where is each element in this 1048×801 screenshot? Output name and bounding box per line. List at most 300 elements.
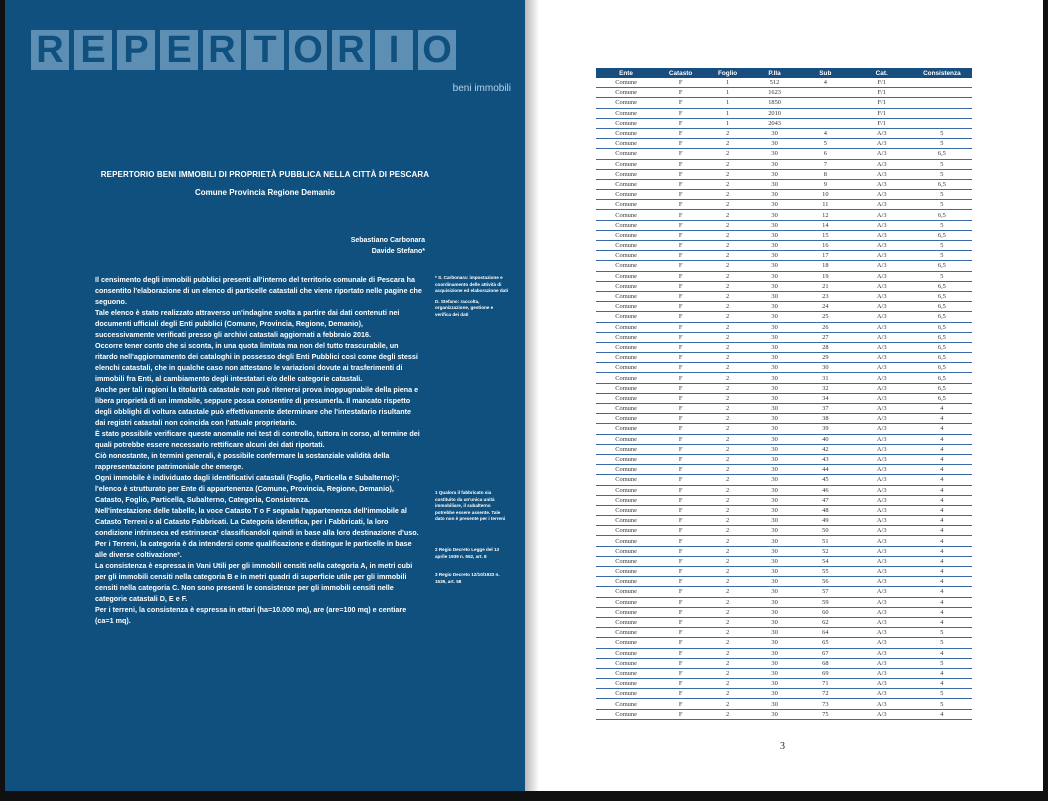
- table-cell: 23: [799, 291, 852, 301]
- table-cell: 2: [705, 424, 750, 434]
- paragraph: Ogni immobile è individuato dagli identificativi catastali (Foglio, Particella e Subalterno)¹; l'elenco è strutturato per Ente di appartenenza (Comune, Provincia, Regione, Demanio), Catasto, Foglio, Particella, Subalterno, Categoria, Consistenza.: [95, 473, 400, 504]
- table-cell: F: [656, 353, 705, 363]
- table-cell: F: [656, 648, 705, 658]
- table-cell: F: [656, 302, 705, 312]
- table-cell: 54: [799, 556, 852, 566]
- table-cell: A/3: [852, 404, 912, 414]
- table-cell: 2: [705, 190, 750, 200]
- table-cell: A/3: [852, 251, 912, 261]
- table-cell: F: [656, 607, 705, 617]
- table-row: [596, 465, 972, 475]
- table-cell: 30: [750, 475, 799, 485]
- table-cell: F: [656, 526, 705, 536]
- paragraph: Per i terreni, la consistenza è espressa in ettari (ha=10.000 mq), are (are=100 mq) e centiare (ca=1 mq).: [95, 605, 407, 625]
- document-title: REPERTORIO BENI IMMOBILI DI PROPRIETÀ PUBBLICA NELLA CITTÀ DI PESCARA: [100, 170, 430, 179]
- table-cell: 55: [799, 567, 852, 577]
- table-cell: F: [656, 567, 705, 577]
- table-cell: A/3: [852, 128, 912, 138]
- table-cell: 30: [750, 200, 799, 210]
- table-cell: 30: [750, 658, 799, 668]
- table-cell: 5: [912, 699, 972, 709]
- table-cell: 30: [750, 373, 799, 383]
- table-cell: 24: [799, 302, 852, 312]
- table-cell: A/3: [852, 424, 912, 434]
- table-cell: Comune: [596, 577, 656, 587]
- table-row: [596, 607, 972, 617]
- author-name: Davide Stefano*: [371, 248, 425, 255]
- paragraph: Occorre tener conto che si sconta, in una quota limitata ma non del tutto trascurabile, un ritardo nell'aggiornamento dei cataloghi in possesso degli Enti Pubblici così come degli stessi elenchi catastali, che in qualche caso non attestano le variazioni dovute ai trasferimenti di immobili fra Enti, al cambiamento degli intestatari e/o delle categorie catastali.: [95, 341, 418, 383]
- logo-letter: E: [160, 30, 198, 70]
- table-cell: A/3: [852, 230, 912, 240]
- table-cell: 59: [799, 597, 852, 607]
- table-cell: 2: [705, 648, 750, 658]
- table-cell: 2: [705, 628, 750, 638]
- table-cell: F: [656, 159, 705, 169]
- table-cell: 30: [750, 628, 799, 638]
- table-cell: 2: [705, 149, 750, 159]
- table-cell: A/3: [852, 342, 912, 352]
- table-cell: Comune: [596, 556, 656, 566]
- table-cell: 2: [705, 353, 750, 363]
- table-cell: Comune: [596, 617, 656, 627]
- table-cell: 4: [912, 475, 972, 485]
- table-cell: 2: [705, 454, 750, 464]
- table-cell: F: [656, 190, 705, 200]
- table-cell: Comune: [596, 638, 656, 648]
- table-row: [596, 638, 972, 648]
- column-header: Ente: [596, 68, 656, 78]
- table-cell: A/3: [852, 516, 912, 526]
- table-cell: Comune: [596, 169, 656, 179]
- table-cell: 30: [750, 414, 799, 424]
- table-cell: 5: [912, 200, 972, 210]
- table-cell: F: [656, 128, 705, 138]
- table-row: [596, 179, 972, 189]
- table-cell: Comune: [596, 149, 656, 159]
- table-cell: 2: [705, 465, 750, 475]
- table-cell: 2: [705, 271, 750, 281]
- table-cell: 6,5: [912, 342, 972, 352]
- table-cell: A/3: [852, 485, 912, 495]
- table-cell: F: [656, 536, 705, 546]
- table-cell: 4: [912, 668, 972, 678]
- table-cell: 2: [705, 332, 750, 342]
- table-row: [596, 159, 972, 169]
- table-cell: [799, 88, 852, 98]
- table-cell: 30: [750, 424, 799, 434]
- table-cell: Comune: [596, 526, 656, 536]
- table-cell: 17: [799, 251, 852, 261]
- table-cell: A/3: [852, 465, 912, 475]
- table-cell: 27: [799, 332, 852, 342]
- table-cell: Comune: [596, 668, 656, 678]
- table-row: [596, 373, 972, 383]
- table-cell: 2: [705, 210, 750, 220]
- table-cell: 5: [912, 638, 972, 648]
- table-cell: A/3: [852, 475, 912, 485]
- logo-letter: R: [203, 30, 241, 70]
- table-cell: 5: [912, 220, 972, 230]
- table-cell: 6: [799, 149, 852, 159]
- table-cell: 30: [750, 322, 799, 332]
- table-cell: F: [656, 363, 705, 373]
- table-cell: 4: [912, 587, 972, 597]
- table-cell: F: [656, 241, 705, 251]
- table-cell: A/3: [852, 668, 912, 678]
- table-cell: F: [656, 98, 705, 108]
- table-cell: 6,5: [912, 261, 972, 271]
- table-cell: F: [656, 220, 705, 230]
- table-row: [596, 679, 972, 689]
- table-cell: Comune: [596, 434, 656, 444]
- table-cell: Comune: [596, 179, 656, 189]
- table-cell: F: [656, 577, 705, 587]
- table-cell: Comune: [596, 597, 656, 607]
- table-cell: [912, 108, 972, 118]
- table-cell: Comune: [596, 353, 656, 363]
- table-cell: 30: [750, 689, 799, 699]
- table-cell: Comune: [596, 312, 656, 322]
- table-cell: 30: [750, 485, 799, 495]
- table-row: [596, 332, 972, 342]
- table-cell: 4: [912, 495, 972, 505]
- table-cell: 2: [705, 312, 750, 322]
- table-cell: F: [656, 628, 705, 638]
- table-row: [596, 556, 972, 566]
- table-cell: 4: [912, 485, 972, 495]
- table-cell: 62: [799, 617, 852, 627]
- table-cell: 52: [799, 546, 852, 556]
- table-cell: 50: [799, 526, 852, 536]
- table-cell: 2: [705, 658, 750, 668]
- table-row: [596, 495, 972, 505]
- table-cell: 2: [705, 230, 750, 240]
- table-cell: 30: [750, 179, 799, 189]
- table-cell: 5: [799, 139, 852, 149]
- table-cell: 1850: [750, 98, 799, 108]
- table-cell: 1: [705, 78, 750, 88]
- table-cell: 30: [750, 546, 799, 556]
- table-cell: 30: [750, 617, 799, 627]
- table-cell: Comune: [596, 108, 656, 118]
- table-cell: F: [656, 404, 705, 414]
- table-cell: 10: [799, 190, 852, 200]
- table-cell: Comune: [596, 679, 656, 689]
- table-cell: Comune: [596, 342, 656, 352]
- table-cell: 2: [705, 434, 750, 444]
- table-cell: 2: [705, 322, 750, 332]
- table-cell: [912, 118, 972, 128]
- table-cell: 4: [912, 546, 972, 556]
- table-cell: A/3: [852, 363, 912, 373]
- table-cell: Comune: [596, 383, 656, 393]
- table-cell: Comune: [596, 281, 656, 291]
- left-page: [5, 0, 525, 791]
- footnote-3: 3 Regio Decreto 12/10/1933 n. 1539, art. 58: [435, 572, 500, 584]
- table-cell: F: [656, 210, 705, 220]
- table-cell: A/3: [852, 169, 912, 179]
- table-cell: Comune: [596, 658, 656, 668]
- table-cell: F: [656, 658, 705, 668]
- table-cell: A/3: [852, 210, 912, 220]
- paragraph: La consistenza è espressa in Vani Utili per gli immobili censiti nella categoria A, in metri cubi per gli immobili censiti nella categoria B e in metri quadri di superficie utile per gli immobili censiti nella categoria C. Non sono presenti le consistenze per gli immobili censiti nelle categorie catastali D, E e F.: [95, 561, 413, 603]
- table-row: [596, 658, 972, 668]
- table-cell: 21: [799, 281, 852, 291]
- table-cell: 5: [912, 139, 972, 149]
- table-cell: Comune: [596, 465, 656, 475]
- table-cell: A/3: [852, 393, 912, 403]
- table-cell: Comune: [596, 393, 656, 403]
- table-row: [596, 241, 972, 251]
- table-cell: 30: [750, 139, 799, 149]
- table-cell: F: [656, 312, 705, 322]
- table-cell: 2: [705, 505, 750, 515]
- table-row: [596, 546, 972, 556]
- table-cell: F: [656, 261, 705, 271]
- table-cell: 30: [750, 577, 799, 587]
- table-row: [596, 149, 972, 159]
- repertorio-logo: [31, 30, 525, 74]
- table-cell: Comune: [596, 607, 656, 617]
- table-cell: 2: [705, 679, 750, 689]
- table-cell: A/3: [852, 709, 912, 719]
- paragraph: Anche per tali ragioni la titolarità catastale non può ritenersi prova inoppugnabile della piena e libera proprietà di un immobile, seppure possa consentire di presumerla. Il mancato rispetto degli obblighi di voltura catastale può effettivamente determinare che l'intestatario risultante dai registri catastali non coincida con l'attuale proprietario.: [95, 385, 419, 427]
- table-cell: 51: [799, 536, 852, 546]
- table-row: [596, 628, 972, 638]
- table-cell: A/3: [852, 271, 912, 281]
- table-cell: 30: [750, 454, 799, 464]
- table-cell: F: [656, 638, 705, 648]
- table-cell: F/1: [852, 88, 912, 98]
- table-cell: 30: [750, 220, 799, 230]
- table-cell: A/3: [852, 546, 912, 556]
- body-text: [95, 274, 422, 626]
- table-cell: F: [656, 251, 705, 261]
- table-cell: 65: [799, 638, 852, 648]
- table-cell: 1: [705, 108, 750, 118]
- table-cell: [912, 88, 972, 98]
- table-cell: 4: [912, 648, 972, 658]
- table-cell: 30: [750, 363, 799, 373]
- table-cell: F: [656, 424, 705, 434]
- table-row: [596, 139, 972, 149]
- table-cell: 4: [912, 454, 972, 464]
- table-cell: 30: [750, 495, 799, 505]
- table-cell: F: [656, 393, 705, 403]
- table-cell: 4: [912, 424, 972, 434]
- table-cell: 4: [912, 516, 972, 526]
- table-row: [596, 709, 972, 719]
- right-page: [525, 0, 1043, 791]
- table-cell: A/3: [852, 577, 912, 587]
- table-cell: A/3: [852, 159, 912, 169]
- table-cell: 19: [799, 271, 852, 281]
- table-row: [596, 281, 972, 291]
- table-cell: F: [656, 230, 705, 240]
- table-row: [596, 516, 972, 526]
- table-cell: 37: [799, 404, 852, 414]
- table-cell: 2: [705, 536, 750, 546]
- table-cell: F: [656, 373, 705, 383]
- table-cell: F: [656, 709, 705, 719]
- table-cell: 30: [799, 363, 852, 373]
- table-cell: 30: [750, 281, 799, 291]
- table-cell: F: [656, 679, 705, 689]
- table-cell: F: [656, 689, 705, 699]
- table-cell: A/3: [852, 332, 912, 342]
- table-row: [596, 261, 972, 271]
- table-cell: 2: [705, 373, 750, 383]
- table-cell: 44: [799, 465, 852, 475]
- table-row: [596, 190, 972, 200]
- table-cell: 4: [912, 404, 972, 414]
- table-cell: Comune: [596, 516, 656, 526]
- table-cell: 30: [750, 271, 799, 281]
- table-cell: Comune: [596, 302, 656, 312]
- table-cell: 75: [799, 709, 852, 719]
- table-cell: A/3: [852, 658, 912, 668]
- table-cell: 72: [799, 689, 852, 699]
- table-cell: 2: [705, 302, 750, 312]
- table-cell: 6,5: [912, 179, 972, 189]
- table-cell: F: [656, 495, 705, 505]
- table-cell: 30: [750, 516, 799, 526]
- table-cell: F: [656, 587, 705, 597]
- table-cell: 6,5: [912, 373, 972, 383]
- table-cell: A/3: [852, 200, 912, 210]
- table-cell: Comune: [596, 628, 656, 638]
- table-row: [596, 434, 972, 444]
- table-cell: 11: [799, 200, 852, 210]
- table-cell: 2: [705, 179, 750, 189]
- column-header: Cat.: [852, 68, 912, 78]
- table-row: [596, 302, 972, 312]
- table-cell: 2: [705, 485, 750, 495]
- table-cell: 2: [705, 281, 750, 291]
- table-cell: Comune: [596, 536, 656, 546]
- table-cell: A/3: [852, 322, 912, 332]
- table-cell: F: [656, 200, 705, 210]
- table-cell: 1: [705, 98, 750, 108]
- table-cell: F: [656, 668, 705, 678]
- table-cell: 38: [799, 414, 852, 424]
- table-cell: A/3: [852, 597, 912, 607]
- table-cell: A/3: [852, 536, 912, 546]
- table-cell: 30: [750, 332, 799, 342]
- table-cell: 30: [750, 597, 799, 607]
- table-cell: 2: [705, 261, 750, 271]
- table-cell: Comune: [596, 567, 656, 577]
- table-cell: Comune: [596, 454, 656, 464]
- column-header: Foglio: [705, 68, 750, 78]
- table-cell: F: [656, 475, 705, 485]
- table-row: [596, 251, 972, 261]
- table-cell: 56: [799, 577, 852, 587]
- table-cell: 29: [799, 353, 852, 363]
- table-cell: 2: [705, 291, 750, 301]
- table-cell: Comune: [596, 261, 656, 271]
- table-cell: 73: [799, 699, 852, 709]
- table-cell: 2: [705, 699, 750, 709]
- table-cell: 30: [750, 404, 799, 414]
- table-cell: Comune: [596, 241, 656, 251]
- table-cell: 45: [799, 475, 852, 485]
- table-row: [596, 454, 972, 464]
- table-cell: F: [656, 271, 705, 281]
- table-cell: 2: [705, 475, 750, 485]
- table-cell: 6,5: [912, 393, 972, 403]
- table-cell: 30: [750, 668, 799, 678]
- table-cell: 5: [912, 628, 972, 638]
- page-number: 3: [780, 741, 785, 752]
- paragraph: Nell'intestazione delle tabelle, la voce Catasto T o F segnala l'appartenenza dell'immobile al Catasto Terreni o al Catasto Fabbricati. La Categoria identifica, per i Fabbricati, la loro condizione intrinseca ed estrinseca² classificandoli quindi in base alla loro destinazione d'uso. Per i Terreni, la categoria è da intendersi come qualificazione e distingue le particelle in base alle diverse coltivazione³.: [95, 506, 419, 559]
- table-cell: Comune: [596, 78, 656, 88]
- table-cell: Comune: [596, 475, 656, 485]
- table-cell: 69: [799, 668, 852, 678]
- table-cell: Comune: [596, 98, 656, 108]
- table-cell: Comune: [596, 648, 656, 658]
- paragraph: È stato possibile verificare queste anomalie nei test di controllo, tuttora in corso, al termine dei quali potrebbe essere necessario rettificare alcuni dei dati riportati.: [95, 429, 420, 449]
- table-cell: F: [656, 617, 705, 627]
- table-cell: 30: [750, 444, 799, 454]
- table-cell: 47: [799, 495, 852, 505]
- table-cell: 5: [912, 128, 972, 138]
- table-cell: Comune: [596, 444, 656, 454]
- table-cell: 30: [750, 312, 799, 322]
- table-cell: 30: [750, 638, 799, 648]
- table-cell: A/3: [852, 220, 912, 230]
- table-cell: Comune: [596, 291, 656, 301]
- table-cell: 6,5: [912, 230, 972, 240]
- table-cell: F: [656, 179, 705, 189]
- table-cell: 2: [705, 200, 750, 210]
- table-cell: Comune: [596, 220, 656, 230]
- table-row: [596, 108, 972, 118]
- table-cell: Comune: [596, 505, 656, 515]
- table-cell: 2043: [750, 118, 799, 128]
- table-cell: 30: [750, 169, 799, 179]
- table-cell: Comune: [596, 332, 656, 342]
- table-row: [596, 648, 972, 658]
- table-cell: 4: [912, 526, 972, 536]
- table-cell: 2: [705, 414, 750, 424]
- table-cell: Comune: [596, 139, 656, 149]
- table-cell: Comune: [596, 424, 656, 434]
- logo-letter: T: [246, 30, 284, 70]
- table-cell: 6,5: [912, 149, 972, 159]
- table-cell: A/3: [852, 454, 912, 464]
- table-cell: A/3: [852, 190, 912, 200]
- table-cell: 5: [912, 658, 972, 668]
- table-cell: F: [656, 108, 705, 118]
- table-cell: 71: [799, 679, 852, 689]
- table-cell: 30: [750, 230, 799, 240]
- table-cell: 4: [799, 128, 852, 138]
- table-cell: A/3: [852, 638, 912, 648]
- author-note-line: * S. Carbonara: impostazione e coordinamento delle attività di acquisizione ed elaborazione dati: [435, 275, 509, 293]
- table-cell: 4: [912, 679, 972, 689]
- table-cell: 30: [750, 465, 799, 475]
- table-row: [596, 577, 972, 587]
- table-cell: Comune: [596, 709, 656, 719]
- table-cell: F: [656, 291, 705, 301]
- table-row: [596, 404, 972, 414]
- table-cell: 2: [705, 444, 750, 454]
- table-row: [596, 78, 972, 88]
- table-cell: 6,5: [912, 353, 972, 363]
- table-cell: 30: [750, 149, 799, 159]
- table-cell: 2: [705, 251, 750, 261]
